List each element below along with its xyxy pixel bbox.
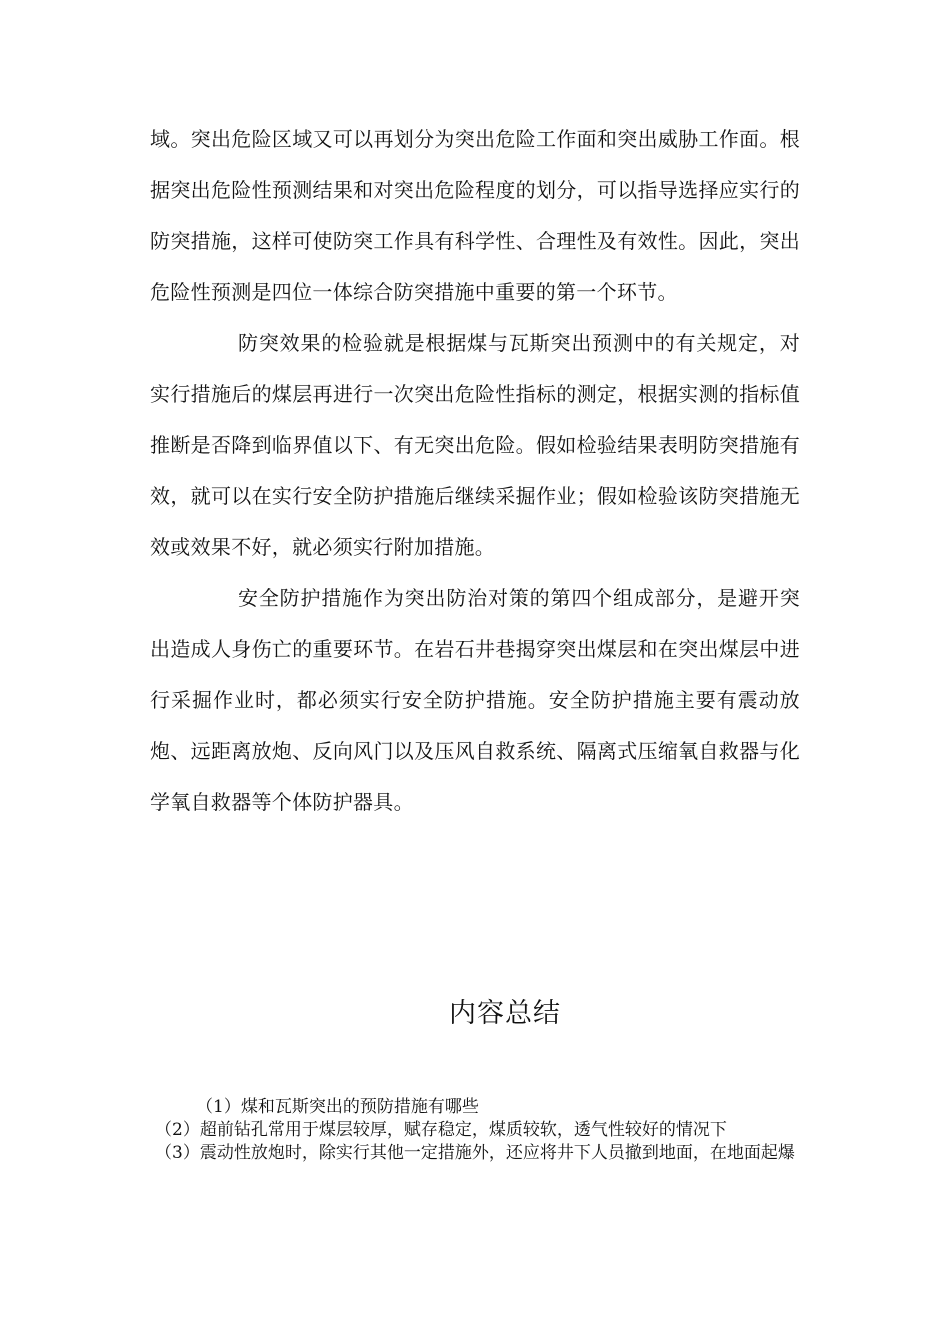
summary-title: 内容总结 <box>449 998 561 1029</box>
summary-item-1: （1）煤和瓦斯突出的预防措施有哪些 <box>196 1097 479 1117</box>
body-text <box>150 114 800 828</box>
summary-item-3: （3）震动性放炮时，除实行其他一定措施外，还应将井下人员撤到地面，在地面起爆 <box>155 1143 795 1163</box>
paragraph-prediction: 域。突出危险区域又可以再划分为突出危险工作面和突出威胁工作面。根据突出危险性预测结果和对突出危险程度的划分，可以指导选择应实行的防突措施，这样可使防突工作具有科学性、合理性及有效性。因此，突出危险性预测是四位一体综合防突措施中重要的第一个环节。 <box>150 127 800 304</box>
paragraph-safety-protection: 安全防护措施作为突出防治对策的第四个组成部分，是避开突出造成人身伤亡的重要环节。在岩石井巷揭穿突出煤层和在突出煤层中进行采掘作业时，都必须实行安全防护措施。安全防护措施主要有震动放炮、远距离放炮、反向风门以及压风自救系统、隔离式压缩氧自救器与化学氧自救器等个体防护器具。 <box>150 586 800 814</box>
summary-list <box>155 1096 795 1165</box>
summary-item-2: （2）超前钻孔常用于煤层较厚，赋存稳定，煤质较软，透气性较好的情况下 <box>155 1120 727 1140</box>
paragraph-effect-check: 防突效果的检验就是根据煤与瓦斯突出预测中的有关规定，对实行措施后的煤层再进行一次突出危险性指标的测定，根据实测的指标值推断是否降到临界值以下、有无突出危险。假如检验结果表明防突措施有效，就可以在实行安全防护措施后继续采掘作业；假如检验该防突措施无效或效果不好，就必须实行附加措施。 <box>150 331 800 559</box>
